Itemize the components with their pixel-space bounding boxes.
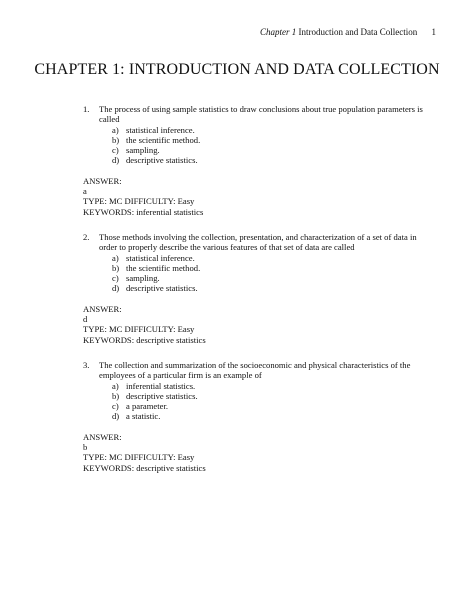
answer-block — [83, 304, 433, 345]
question-number: 1. — [83, 104, 90, 114]
answer-value: d — [83, 314, 88, 325]
question-text: The collection and summarization of the socioeconomic and physical characteristics of the employees of a particular firm is an example of — [99, 359, 411, 381]
answer-value: a — [83, 186, 87, 197]
option-d — [112, 283, 433, 293]
option-a — [112, 253, 433, 263]
header-chapter-label: Chapter 1 — [260, 27, 297, 37]
option-text: statistical inference. — [126, 252, 195, 263]
question-text: The process of using sample statistics to draw conclusions about true population parameters is called — [99, 104, 423, 125]
option-letter: d) — [112, 155, 120, 166]
question-3 — [83, 360, 433, 473]
keywords-line: KEYWORDS: inferential statistics — [83, 206, 204, 217]
question-number: 3. — [83, 359, 90, 370]
type-difficulty-line: TYPE: MC DIFFICULTY: Easy — [83, 196, 195, 207]
answer-value: b — [83, 442, 88, 453]
option-list — [83, 125, 433, 166]
question-stem — [83, 104, 433, 125]
question-2 — [83, 232, 433, 345]
keywords-line: KEYWORDS: descriptive statistics — [83, 462, 206, 473]
header-section-title: Introduction and Data Collection — [298, 27, 418, 37]
question-text: Those methods involving the collection, presentation, and characterization of a set of data in order to properly describe the various features of that set of data are called — [99, 231, 417, 253]
option-letter: b) — [112, 262, 120, 273]
option-text: inferential statistics. — [126, 380, 196, 391]
option-letter: a) — [112, 252, 119, 263]
option-letter: a) — [112, 380, 119, 391]
option-a — [112, 125, 433, 135]
page-number: 1 — [431, 27, 436, 37]
question-stem — [83, 360, 433, 381]
option-letter: c) — [112, 145, 119, 156]
option-c — [112, 401, 433, 411]
answer-block — [83, 176, 433, 217]
option-letter: c) — [112, 273, 119, 284]
option-text: statistical inference. — [126, 124, 195, 135]
question-number: 2. — [83, 231, 90, 242]
answer-block — [83, 432, 433, 473]
option-c — [112, 145, 433, 155]
option-d — [112, 155, 433, 165]
option-list — [83, 381, 433, 422]
option-text: descriptive statistics. — [126, 155, 198, 166]
option-letter: c) — [112, 401, 119, 412]
option-letter: a) — [112, 124, 119, 135]
option-letter: b) — [112, 134, 120, 145]
question-stem — [83, 232, 433, 253]
option-text: descriptive statistics. — [126, 283, 198, 294]
option-text: the scientific method. — [126, 262, 201, 273]
option-text: the scientific method. — [126, 134, 201, 145]
answer-label: ANSWER: — [83, 303, 122, 314]
option-text: sampling. — [126, 145, 160, 156]
option-a — [112, 381, 433, 391]
type-difficulty-line: TYPE: MC DIFFICULTY: Easy — [83, 324, 195, 335]
option-b — [112, 391, 433, 401]
option-list — [83, 253, 433, 294]
answer-label: ANSWER: — [83, 175, 122, 186]
option-letter: d) — [112, 411, 120, 422]
option-letter: d) — [112, 283, 120, 294]
question-list — [83, 104, 433, 488]
chapter-title: CHAPTER 1: INTRODUCTION AND DATA COLLECTION — [34, 61, 440, 78]
option-c — [112, 273, 433, 283]
option-b — [112, 135, 433, 145]
option-text: a parameter. — [126, 401, 168, 412]
option-text: a statistic. — [126, 411, 161, 422]
question-1 — [83, 104, 433, 217]
running-header — [260, 27, 436, 38]
type-difficulty-line: TYPE: MC DIFFICULTY: Easy — [83, 452, 195, 463]
option-d — [112, 411, 433, 421]
option-letter: b) — [112, 390, 120, 401]
option-text: descriptive statistics. — [126, 390, 198, 401]
option-b — [112, 263, 433, 273]
option-text: sampling. — [126, 273, 160, 284]
keywords-line: KEYWORDS: descriptive statistics — [83, 334, 206, 345]
answer-label: ANSWER: — [83, 431, 122, 442]
